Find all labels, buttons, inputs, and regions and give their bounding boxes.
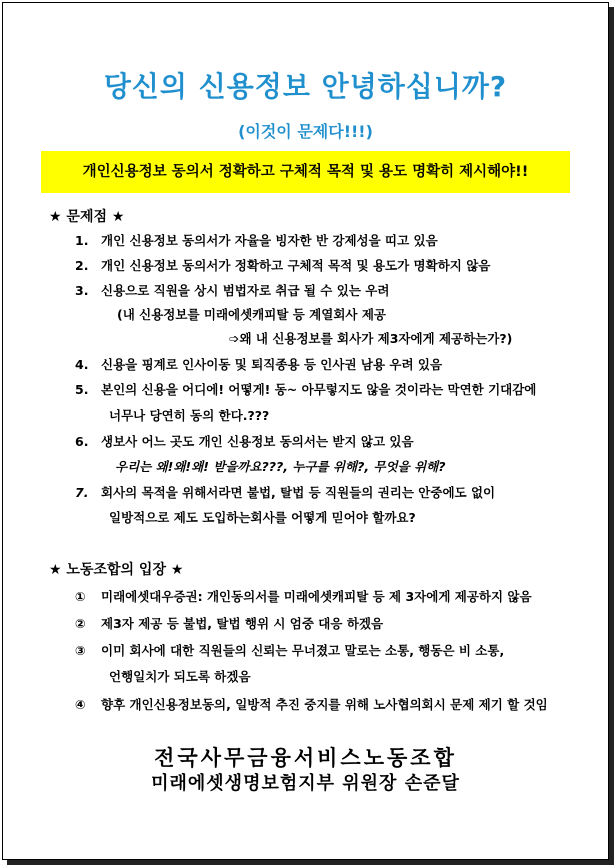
item-text: 신용으로 직원을 상시 범법자로 취급 될 수 있는 우려 <box>101 283 390 298</box>
problem-item-6-question: 우리는 왜!왜!왜! 받을까요???, 누구를 위해?, 무엇을 위해? <box>115 459 446 474</box>
item-text: 이미 회사에 대한 직원들의 신뢰는 무너졌고 말로는 소통, 행동은 비 소통, <box>101 643 505 658</box>
item-text: 회사의 목적을 위해서라면 불법, 탈법 등 직원들의 권리는 안중에도 없이 <box>101 485 496 500</box>
item-number: 3. <box>75 283 89 298</box>
problem-item-5-cont: 너무나 당연히 동의 한다.??? <box>109 408 270 423</box>
problem-item-5 <box>75 380 536 398</box>
item-number: ② <box>75 616 86 631</box>
item-number: ① <box>75 589 86 604</box>
item-text: 개인 신용정보 동의서가 자율을 빙자한 반 강제성을 띠고 있음 <box>101 233 438 248</box>
item-number: 6. <box>75 434 89 449</box>
item-number: ④ <box>75 697 86 712</box>
item-text: 본인의 신용을 어디에! 어떻게! 동~ 아무렇지도 않을 것이라는 막연한 기대감에 <box>101 382 537 397</box>
problem-item-7 <box>75 483 495 501</box>
union-item-2 <box>75 614 383 632</box>
problem-item-1 <box>75 231 438 249</box>
item-text: 제3자 제공 등 불법, 탈법 행위 시 엄중 대응 하겠음 <box>101 616 384 631</box>
union-item-1 <box>75 587 532 605</box>
problems-heading: ★ 문제점 ★ <box>49 209 125 225</box>
item-number: 7. <box>75 485 89 500</box>
problem-item-3-question: ➩왜 내 신용정보를 회사가 제3자에게 제공하는가?) <box>229 331 513 346</box>
item-number: 1. <box>75 233 89 248</box>
union-name: 전국사무금융서비스노동조합 <box>154 746 457 770</box>
document-page <box>2 2 609 860</box>
union-item-3 <box>75 641 504 659</box>
problem-item-6 <box>75 432 414 450</box>
item-text: 향후 개인신용정보동의, 일방적 추진 중지를 위해 노사협의회시 문제 제기 할 것임 <box>101 697 548 712</box>
signer: 미래에셋생명보험지부 위원장 손준달 <box>151 773 460 794</box>
problem-item-7-cont: 일방적으로 제도 도입하는회사를 어떻게 믿어야 할까요? <box>109 510 416 525</box>
item-number: 5. <box>75 382 89 397</box>
highlight-banner: 개인신용정보 동의서 정확하고 구체적 목적 및 용도 명확히 제시해야!! <box>41 151 570 193</box>
item-number: ③ <box>75 643 86 658</box>
problem-item-4 <box>75 355 442 373</box>
item-number: 2. <box>75 258 89 273</box>
problem-item-2 <box>75 256 490 274</box>
page-subtitle: (이것이 문제다!!!) <box>238 122 373 141</box>
item-text: 미래에셋대우증권: 개인동의서를 미래에셋캐피탈 등 제 3자에게 제공하지 않음 <box>101 589 532 604</box>
item-number: 4. <box>75 357 89 372</box>
union-item-3-cont: 언행일치가 되도록 하겠음 <box>109 669 251 684</box>
problem-item-3 <box>75 281 389 299</box>
item-text: 생보사 어느 곳도 개인 신용정보 동의서는 받지 않고 있음 <box>101 434 414 449</box>
union-item-4 <box>75 695 548 713</box>
union-heading: ★ 노동조합의 입장 ★ <box>49 562 184 578</box>
page-title: 당신의 신용정보 안녕하십니까? <box>103 70 508 103</box>
item-text: 신용을 핑계로 인사이동 및 퇴직종용 등 인사권 남용 우려 있음 <box>101 357 443 372</box>
problem-item-3-detail: (내 신용정보를 미래에셋캐피탈 등 계열회사 제공 <box>117 307 386 322</box>
item-text: 개인 신용정보 동의서가 정확하고 구체적 목적 및 용도가 명확하지 않음 <box>101 258 491 273</box>
